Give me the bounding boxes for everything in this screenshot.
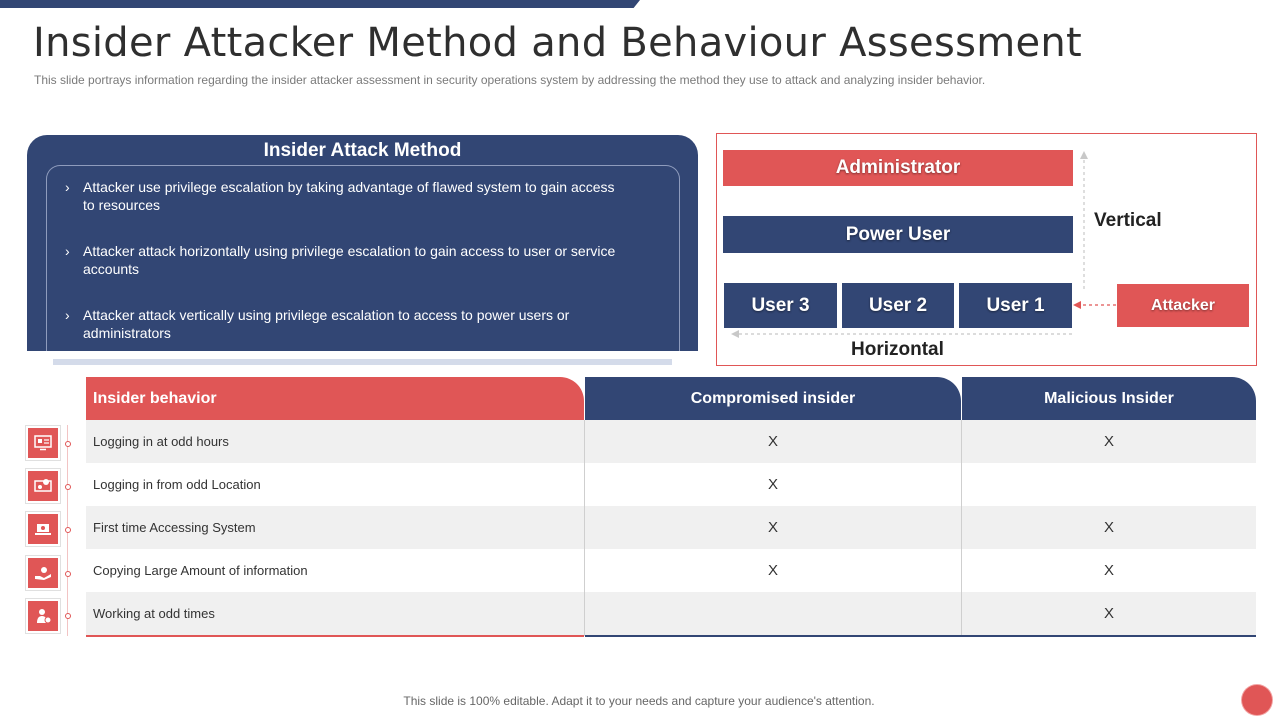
compromised-cell: X — [767, 519, 778, 536]
laptop-access-icon — [34, 521, 52, 537]
administrator-block: Administrator — [723, 150, 1073, 186]
compromised-cell: X — [767, 433, 778, 450]
monitor-id-icon — [34, 435, 52, 451]
slide-subtitle: This slide portrays information regarding the insider attacker assessment in security operations system by addressing the method they use to attack and analyzing insider behavior. — [34, 73, 986, 87]
table-row — [86, 592, 1256, 635]
column-divider — [961, 420, 962, 636]
method-item-text: Attacker use privilege escalation by taking advantage of flawed system to gain access to resources — [83, 179, 615, 213]
horizontal-label: Horizontal — [851, 339, 944, 360]
chevron-right-icon: › — [65, 307, 70, 323]
behavior-cell: Copying Large Amount of information — [93, 563, 308, 578]
privilege-hierarchy-diagram — [716, 133, 1257, 366]
data-hand-icon — [34, 565, 52, 581]
icon-tile — [25, 468, 61, 504]
method-item — [65, 306, 623, 342]
slide-footer: This slide is 100% editable. Adapt it to your needs and capture your audience's attention. — [403, 694, 875, 708]
column-header-compromised: Compromised insider — [585, 377, 961, 420]
corner-dot — [1242, 685, 1272, 715]
column-header-malicious: Malicious Insider — [962, 377, 1256, 420]
malicious-cell: X — [1103, 562, 1114, 579]
malicious-cell: X — [1103, 605, 1114, 622]
chevron-right-icon: › — [65, 179, 70, 195]
chevron-right-icon: › — [65, 243, 70, 259]
table-row — [86, 506, 1256, 549]
location-screen-icon — [34, 478, 52, 494]
slide-title: Insider Attacker Method and Behaviour Assessment — [33, 20, 1083, 66]
attacker-block: Attacker — [1117, 284, 1249, 327]
icon-tile — [25, 511, 61, 547]
top-accent-bar — [0, 0, 640, 8]
worker-clock-icon — [34, 607, 52, 625]
user-2-block: User 2 — [842, 283, 954, 328]
malicious-cell: X — [1103, 433, 1114, 450]
compromised-cell: X — [767, 476, 778, 493]
arrow-left-icon — [731, 330, 739, 338]
column-header-behavior: Insider behavior — [86, 377, 584, 420]
connector-dot — [65, 484, 71, 490]
behavior-cell: Logging in from odd Location — [93, 477, 261, 492]
malicious-cell — [962, 463, 1256, 506]
connector-dot — [65, 571, 71, 577]
table-row — [86, 463, 1256, 506]
arrow-left-icon — [1073, 301, 1081, 309]
power-user-block: Power User — [723, 216, 1073, 253]
table-row — [86, 420, 1256, 463]
method-item — [65, 242, 623, 278]
vertical-label: Vertical — [1094, 210, 1162, 231]
user-1-block: User 1 — [959, 283, 1072, 328]
attack-method-title: Insider Attack Method — [263, 140, 462, 161]
method-item-text: Attacker attack horizontally using privilege escalation to gain access to user or service accounts — [83, 243, 616, 277]
compromised-cell — [585, 592, 961, 635]
malicious-cell: X — [1103, 519, 1114, 536]
compromised-cell: X — [767, 562, 778, 579]
table-bottom-border — [585, 635, 1256, 637]
icon-tile — [25, 555, 61, 591]
method-item — [65, 178, 623, 214]
arrow-up-icon — [1080, 151, 1088, 159]
user-3-block: User 3 — [724, 283, 837, 328]
attack-method-list — [46, 165, 680, 351]
column-divider — [584, 420, 585, 636]
attack-method-panel — [27, 135, 698, 351]
method-item-text: Attacker attack vertically using privilege escalation to access to power users or administrators — [83, 307, 570, 341]
icon-tile — [25, 598, 61, 634]
behavior-cell: First time Accessing System — [93, 520, 256, 535]
icon-tile — [25, 425, 61, 461]
connector-dot — [65, 441, 71, 447]
panel-shadow — [53, 359, 672, 365]
table-row — [86, 549, 1256, 592]
table-bottom-border — [86, 635, 584, 637]
behavior-cell: Working at odd times — [93, 606, 215, 621]
behavior-cell: Logging in at odd hours — [93, 434, 229, 449]
connector-dot — [65, 527, 71, 533]
connector-dot — [65, 613, 71, 619]
